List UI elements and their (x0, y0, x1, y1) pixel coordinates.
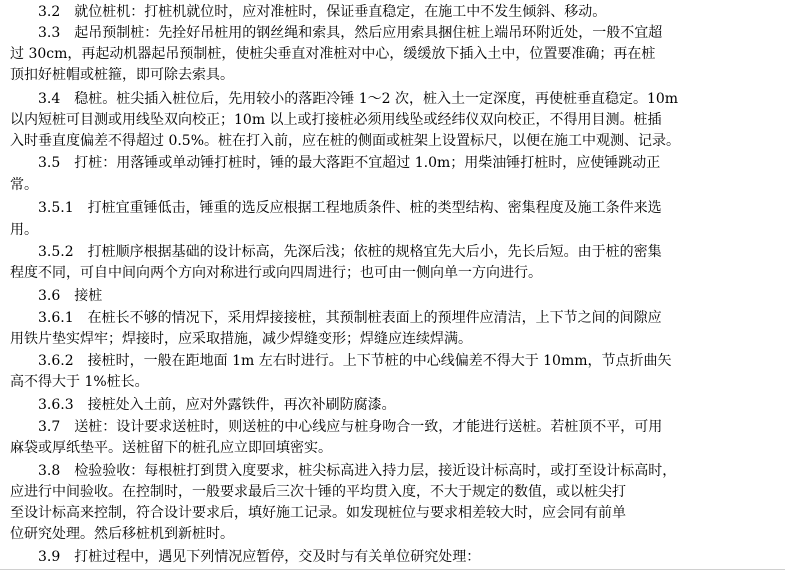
para-3-5-line-1: 3.5 打桩：用落锤或单动锤打桩时，锤的最大落距不宜超过 1.0m；用柴油锤打桩时，应使锤跳动正 (38, 155, 661, 171)
para-3-6-2-line-1: 3.6.2 接桩时，一般在距地面 1m 左右时进行。上下节桩的中心线偏差不得大于 10mm，节点折曲矢 (38, 353, 672, 369)
para-3-5-line-2: 常。 (10, 177, 38, 193)
para-3-5-1-line-2: 用。 (10, 222, 38, 238)
section-3-6-heading: 3.6 接桩 (38, 288, 103, 304)
para-3-6-2-line-2: 高不得大于 1%桩长。 (10, 374, 149, 390)
para-3-9-line-1: 3.9 打桩过程中，遇见下列情况应暂停，交及时与有关单位研究处理： (38, 549, 481, 565)
para-3-5-2-line-1: 3.5.2 打桩顺序根据基础的设计标高，先深后浅；依桩的规格宜先大后小，先长后短。由于桩的密集 (38, 244, 662, 260)
para-3-8-line-2: 应进行中间验收。在控制时，一般要求最后三次十锤的平均贯入度，不大于规定的数值，或以桩尖打 (10, 484, 626, 500)
para-3-6-3-line-1: 3.6.3 接桩处入土前，应对外露铁件，再次补刷防腐漆。 (38, 397, 396, 413)
para-3-7-line-1: 3.7 送桩：设计要求送桩时，则送桩的中心线应与桩身吻合一致，才能进行送桩。若桩顶不平，可用 (38, 419, 663, 435)
para-3-3-line-2: 过 30cm，再起动机器起吊预制桩，使桩尖垂直对准桩对中心，缓缓放下插入土中，位置要准确；再在桩 (10, 46, 656, 62)
para-3-4-line-3: 入时垂直度偏差不得超过 0.5%。桩在打入前，应在桩的侧面或桩架上设置标尺，以便在施工中观测、记录。 (10, 133, 681, 149)
para-3-3-line-3: 顶扣好桩帽或桩箍，即可除去索具。 (10, 67, 234, 83)
para-3-3-line-1: 3.3 起吊预制桩：先拴好吊桩用的钢丝绳和索具，然后应用索具捆住桩上端吊环附近处，一般不宜超 (38, 25, 663, 41)
para-3-2-line-1: 3.2 就位桩机：打桩机就位时，应对准桩时，保证垂直稳定，在施工中不发生倾斜、移动。 (38, 4, 607, 20)
para-3-8-line-3: 至设计标高来控制，符合设计要求后，填好施工记录。如发现桩位与要求相差较大时，应会同有前单 (10, 505, 626, 521)
page-bottom-divider (0, 569, 785, 570)
para-3-6-1-line-1: 3.6.1 在桩长不够的情况下，采用焊接接桩，其预制桩表面上的预埋件应清洁，上下节之间的间隙应 (38, 310, 662, 326)
para-3-5-1-line-1: 3.5.1 打桩宜重锤低击，锤重的选反应根据工程地质条件、桩的类型结构、密集程度及施工条件来选 (38, 200, 662, 216)
para-3-8-line-4: 位研究处理。然后移桩机到新桩时。 (10, 526, 234, 542)
para-3-4-line-2: 以内短桩可目测或用线坠双向校正；10m 以上或打接桩必须用线坠或经纬仪双向校正，不得用目测。桩插 (10, 112, 662, 128)
para-3-6-1-line-2: 用铁片垫实焊牢；焊接时，应采取措施，减少焊缝变形；焊缝应连续焊满。 (10, 331, 472, 347)
para-3-8-line-1: 3.8 检验验收：每根桩打到贯入度要求，桩尖标高进入持力层，接近设计标高时，或打至设计标高时， (38, 463, 677, 479)
para-3-4-line-1: 3.4 稳桩。桩尖插入桩位后，先用较小的落距冷锤 1～2 次，桩入土一定深度，再使桩垂直稳定。10m (38, 91, 679, 107)
para-3-7-line-2: 麻袋或厚纸垫平。送桩留下的桩孔应立即回填密实。 (10, 440, 332, 456)
para-3-5-2-line-2: 程度不同，可自中间向两个方向对称进行或向四周进行；也可由一侧向单一方向进行。 (10, 265, 542, 281)
